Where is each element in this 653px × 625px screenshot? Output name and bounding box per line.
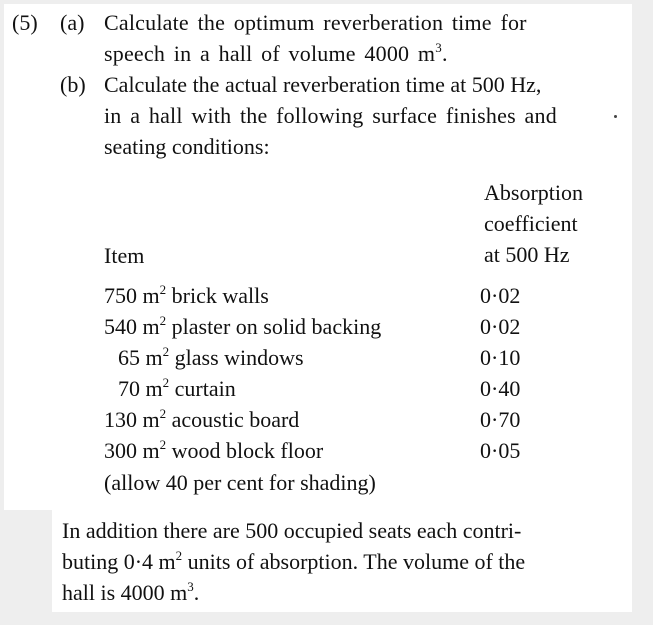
part-a-line-2-end: .: [441, 41, 448, 66]
coef-header-line-1: Absorption: [484, 180, 583, 205]
part-b-line-2: in a hall with the following surface finishes and: [104, 103, 557, 128]
row-coefficient: 0·40: [480, 376, 521, 401]
row-unit-exponent: 2: [159, 313, 167, 328]
row-coefficient: 0·02: [480, 314, 521, 339]
addition-line-2: [62, 548, 526, 574]
row-coefficient: 0·02: [480, 283, 521, 308]
table-row: [118, 375, 236, 401]
part-a-label: (a): [60, 10, 85, 35]
question-number: (5): [12, 10, 38, 35]
row-unit-exponent: 2: [159, 406, 167, 421]
row-area: 300 m: [104, 438, 160, 463]
addition-line-1: In addition there are 500 occupied seats each contri-: [62, 518, 522, 543]
coef-header-line-2: coefficient: [484, 211, 578, 236]
addition-line-3: [62, 579, 200, 605]
row-coefficient: 0·05: [480, 438, 521, 463]
item-header: Item: [104, 243, 145, 268]
table-row: [104, 406, 300, 432]
row-area: 130 m: [104, 407, 160, 432]
part-a-line-1: Calculate the optimum reverberation time for: [104, 10, 527, 35]
addition-line-3-end: .: [193, 580, 200, 605]
table-row: [104, 437, 324, 463]
row-description: curtain: [169, 376, 236, 401]
row-unit-exponent: 2: [159, 437, 167, 452]
table-row: [104, 313, 382, 339]
row-description: plaster on solid backing: [166, 314, 382, 339]
addition-line-2-text: buting 0·4 m: [62, 549, 176, 574]
addition-line-3-text: hall is 4000 m: [62, 580, 188, 605]
part-b-line-1: Calculate the actual reverberation time at 500 Hz,: [104, 72, 542, 97]
row-description: brick walls: [166, 283, 269, 308]
table-note: (allow 40 per cent for shading): [104, 470, 376, 495]
row-unit-exponent: 2: [162, 344, 170, 359]
cubic-exponent: 3: [187, 579, 194, 594]
stray-mark: [614, 115, 617, 118]
addition-line-2-rest: units of absorption. The volume of the: [182, 549, 526, 574]
part-b-line-3: seating conditions:: [104, 134, 270, 159]
row-coefficient: 0·70: [480, 407, 521, 432]
row-coefficient: 0·10: [480, 345, 521, 370]
table-row: [118, 344, 304, 370]
part-a-line-2: [104, 40, 448, 66]
row-area: 70 m: [118, 376, 163, 401]
row-area: 540 m: [104, 314, 160, 339]
row-area: 65 m: [118, 345, 163, 370]
row-description: wood block floor: [166, 438, 324, 463]
table-row: [104, 282, 269, 308]
row-unit-exponent: 2: [162, 375, 170, 390]
row-description: acoustic board: [166, 407, 300, 432]
row-unit-exponent: 2: [159, 282, 167, 297]
row-description: glass windows: [169, 345, 304, 370]
cubic-exponent: 3: [435, 40, 442, 55]
part-a-line-2-text: speech in a hall of volume 4000 m: [104, 41, 436, 66]
square-exponent: 2: [175, 548, 183, 563]
row-area: 750 m: [104, 283, 160, 308]
coef-header-line-3: at 500 Hz: [484, 242, 570, 267]
part-b-label: (b): [60, 72, 86, 97]
